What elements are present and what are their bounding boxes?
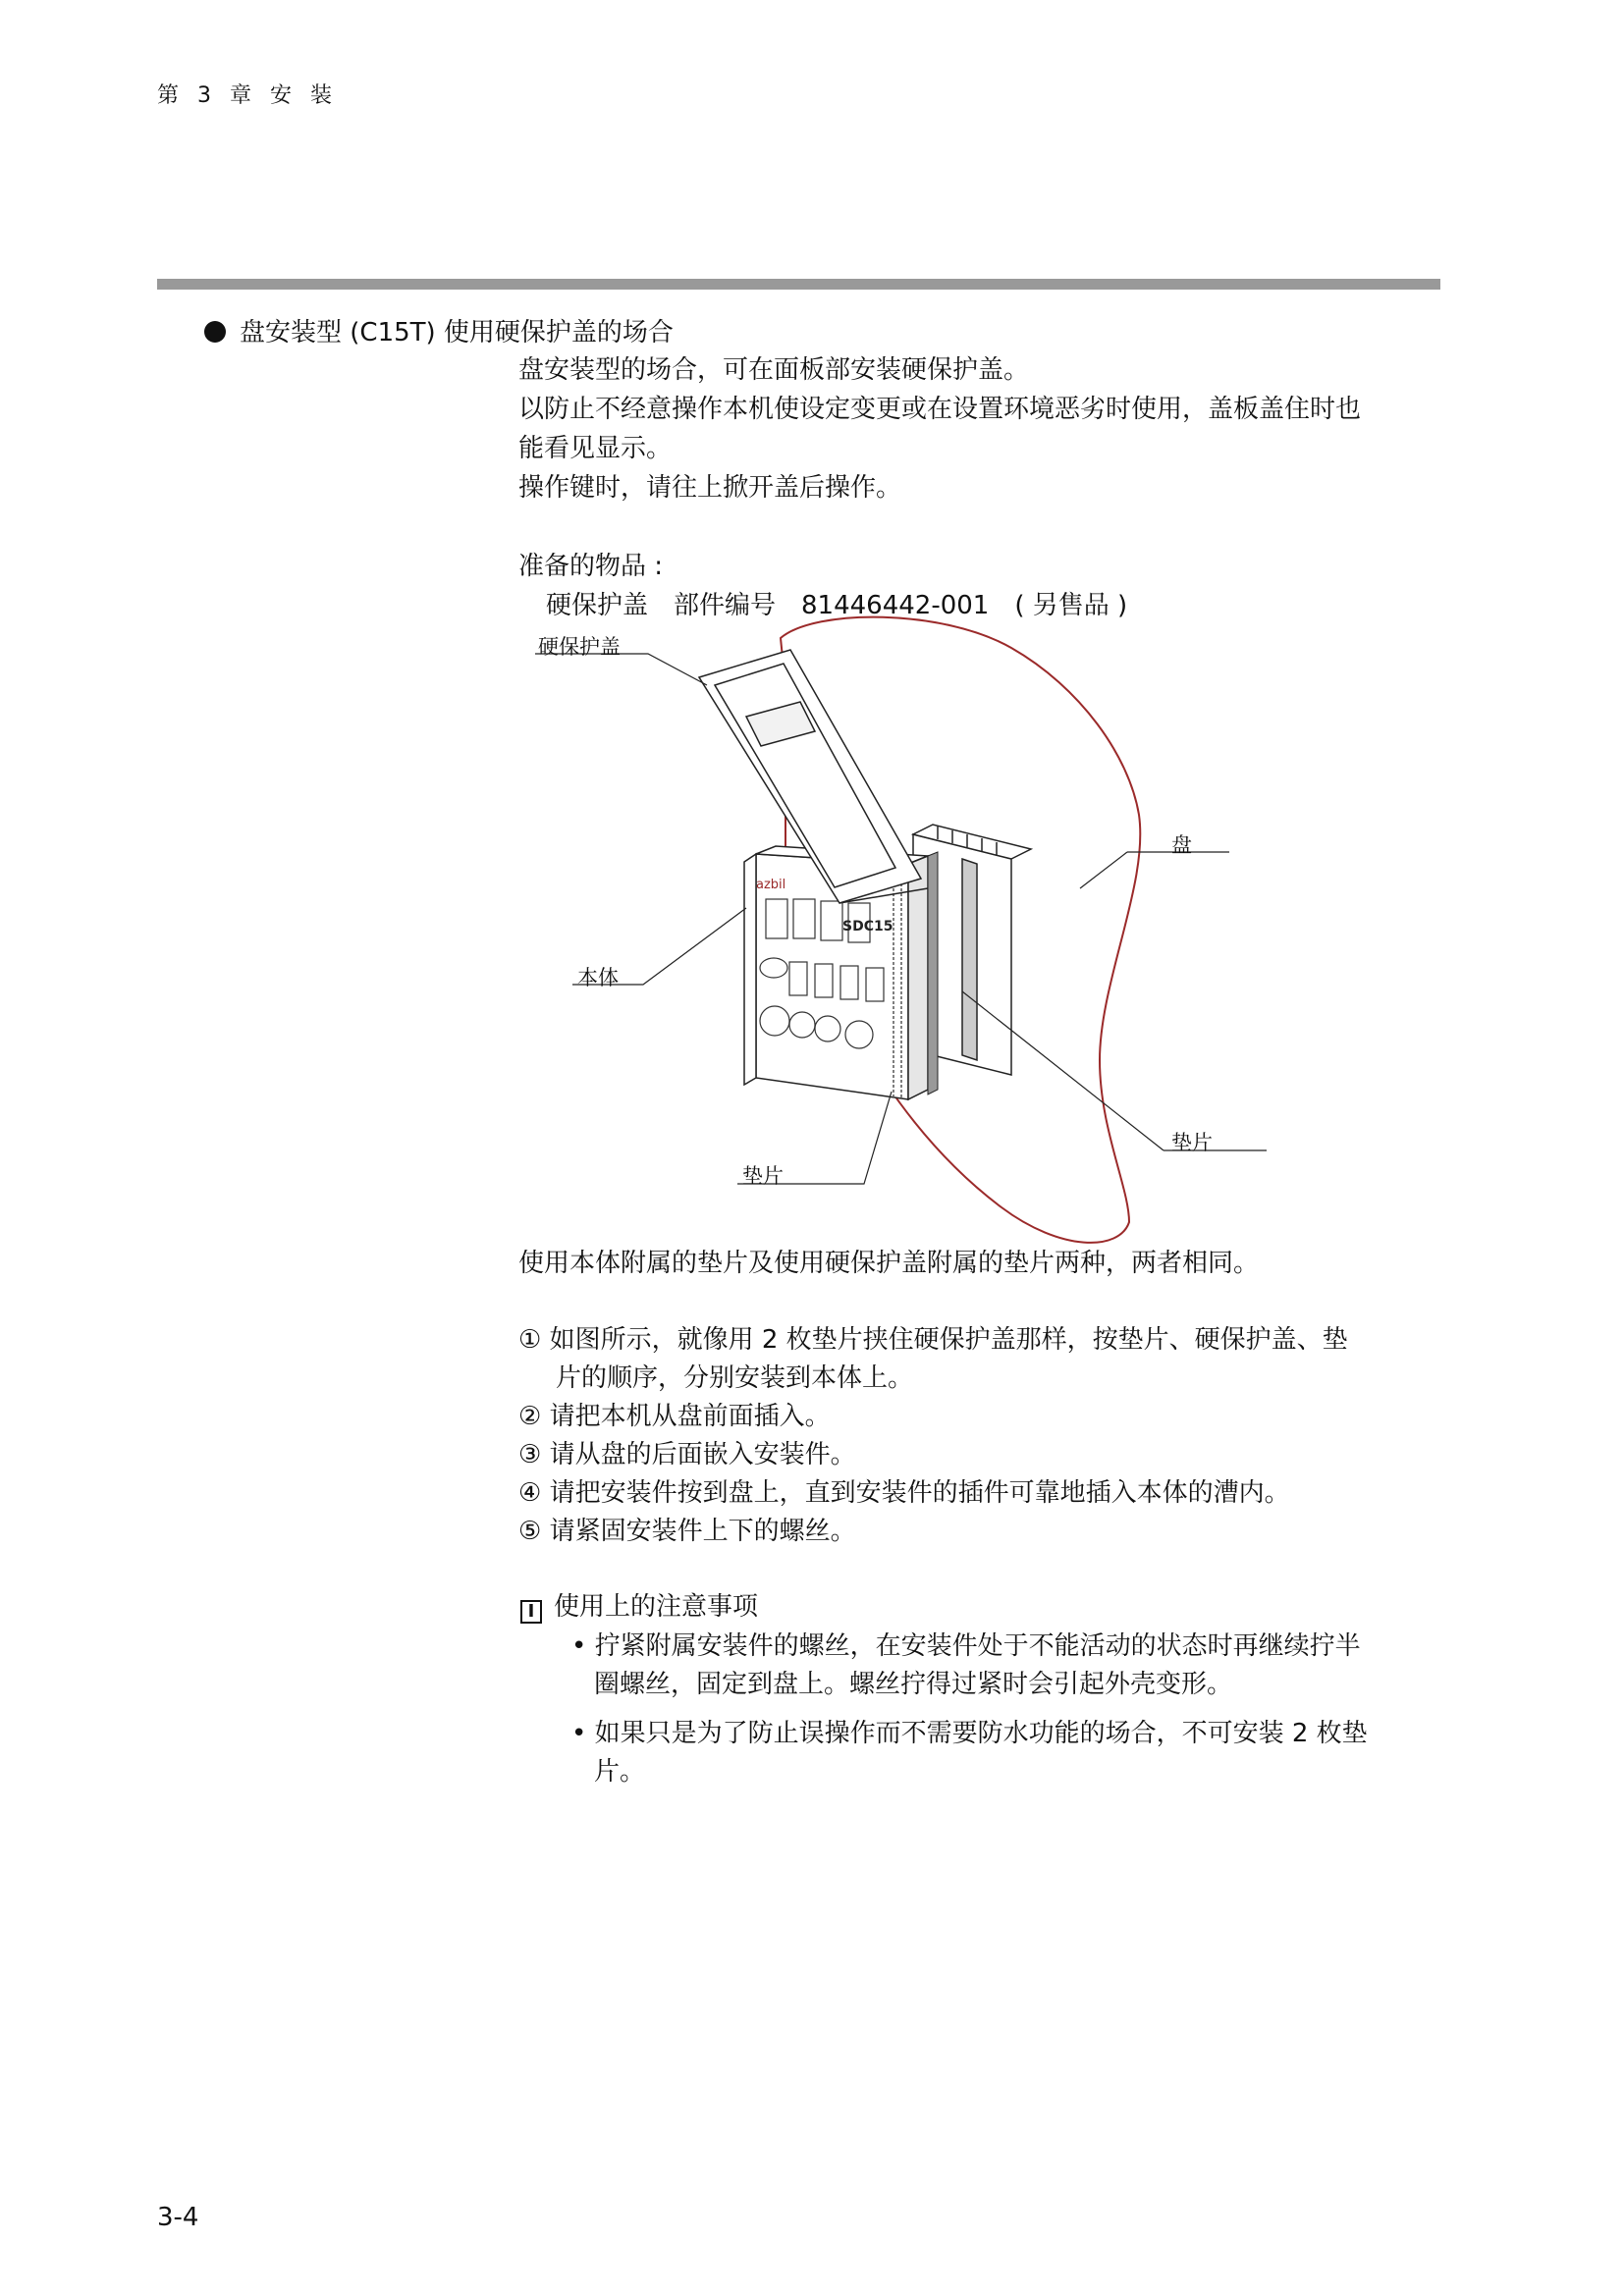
caution-item-1: • 拧紧附属安装件的螺丝，在安装件处于不能活动的状态时再继续拧半 — [571, 1631, 1361, 1661]
step-1-cont: 片的顺序，分别安装到本体上。 — [556, 1363, 914, 1393]
label-panel: 盘 — [1171, 833, 1192, 857]
prep-label: 准备的物品 : — [518, 552, 664, 581]
prep-item: 硬保护盖 部件编号 81446442-001 ( 另售品 ) — [546, 591, 1128, 620]
page-number: 3-4 — [157, 2203, 199, 2232]
intro-line-2: 以防止不经意操作本机使设定变更或在设置环境恶劣时使用，盖板盖住时也 — [518, 395, 1362, 424]
caution-item-2-cont: 片。 — [594, 1757, 646, 1787]
label-gasket-right: 垫片 — [1171, 1131, 1213, 1154]
model-mark: SDC15 — [842, 919, 893, 934]
gasket-note: 使用本体附属的垫片及使用硬保护盖附属的垫片两种，两者相同。 — [518, 1249, 1260, 1278]
caution-item-1-cont: 圈螺丝，固定到盘上。螺丝拧得过紧时会引起外壳变形。 — [594, 1670, 1233, 1699]
caution-item-2: • 如果只是为了防止误操作而不需要防水功能的场合，不可安装 2 枚垫 — [571, 1719, 1368, 1748]
label-body: 本体 — [577, 966, 619, 989]
step-2: ② 请把本机从盘前面插入。 — [518, 1402, 831, 1431]
chapter-header: 第 3 章 安 装 — [157, 83, 338, 108]
section-title-text: 盘安装型 (C15T) 使用硬保护盖的场合 — [240, 318, 674, 347]
label-cover: 硬保护盖 — [538, 635, 621, 659]
caution-heading — [520, 1586, 758, 1624]
step-4: ④ 请把安装件按到盘上，直到安装件的插件可靠地插入本体的漕内。 — [518, 1478, 1290, 1508]
gasket-inner — [928, 852, 938, 1095]
brand-mark: azbil — [756, 878, 786, 892]
step-3: ③ 请从盘的后面嵌入安装件。 — [518, 1440, 856, 1469]
leader-gasket-right-diag — [962, 991, 1164, 1150]
info-icon: I — [520, 1600, 542, 1624]
step-1: ① 如图所示，就像用 2 枚垫片挟住硬保护盖那样，按垫片、硬保护盖、垫 — [518, 1325, 1348, 1355]
label-gasket-bottom: 垫片 — [742, 1164, 784, 1188]
intro-line-3: 能看见显示。 — [518, 434, 673, 463]
intro-line-4: 操作键时，请往上掀开盖后操作。 — [518, 473, 902, 503]
step-5: ⑤ 请紧固安装件上下的螺丝。 — [518, 1517, 856, 1546]
leader-panel-diag — [1080, 852, 1127, 888]
caution-title: 使用上的注意事项 — [554, 1592, 759, 1622]
intro-line-1: 盘安装型的场合，可在面板部安装硬保护盖。 — [518, 355, 1030, 385]
